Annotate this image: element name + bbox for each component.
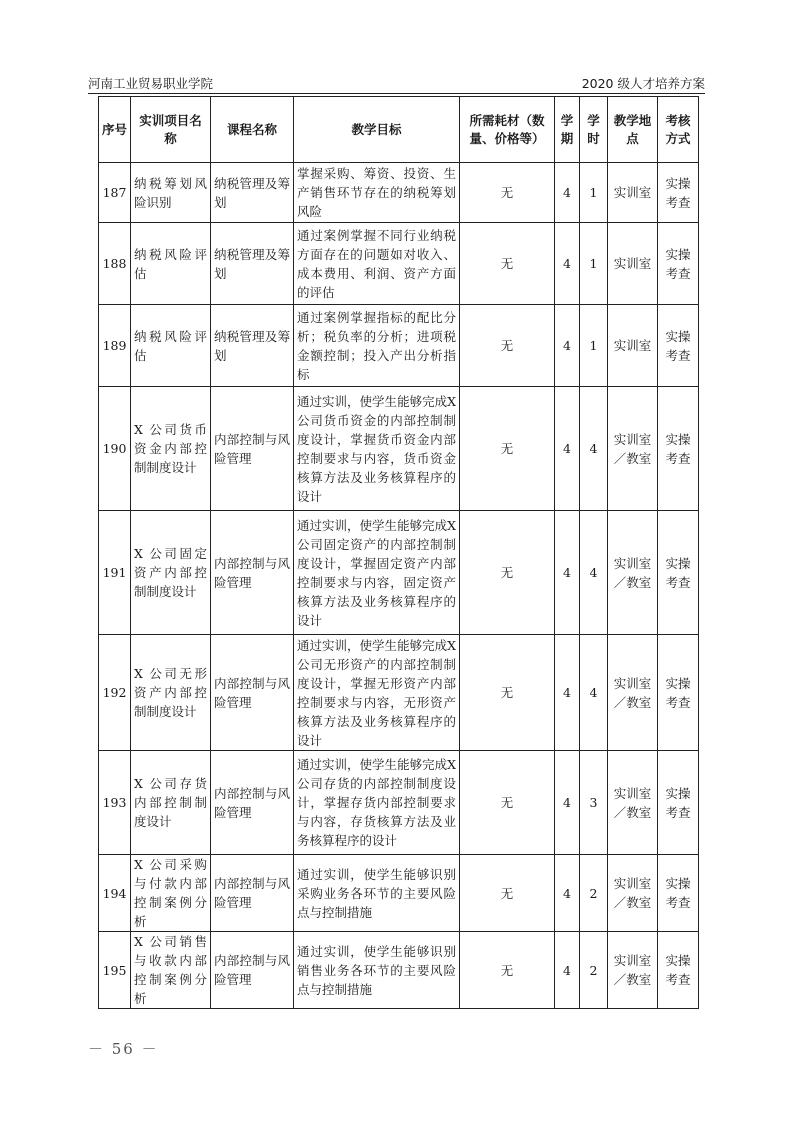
cell-place: 实训室 [608,163,658,223]
cell-material: 无 [460,932,555,1009]
cell-place: 实训室／教室 [608,511,658,635]
table-row [99,163,699,223]
cell-course: 内部控制与风险管理 [211,932,294,1009]
cell-project: X 公司货币资金内部控制制度设计 [131,387,211,511]
cell-hours: 3 [580,751,608,855]
cell-hours: 2 [580,855,608,932]
cell-exam: 实操考查 [658,751,699,855]
cell-term: 4 [555,163,580,223]
cell-goal: 通过实训，使学生能够完成X公司货币资金的内部控制制度设计，掌握货币资金内部控制要求与内容，货币资金核算方法及业务核算程序的设计 [294,387,460,511]
cell-exam: 实操考查 [658,305,699,387]
cell-exam: 实操考查 [658,387,699,511]
cell-no: 189 [99,305,131,387]
table-row [99,223,699,305]
header-rule [88,93,705,94]
cell-exam: 实操考查 [658,163,699,223]
cell-place: 实训室／教室 [608,855,658,932]
cell-place: 实训室／教室 [608,932,658,1009]
cell-goal: 通过实训，使学生能够完成X公司固定资产的内部控制制度设计，掌握固定资产内部控制要求与内容，固定资产核算方法及业务核算程序的设计 [294,511,460,635]
cell-material: 无 [460,305,555,387]
cell-no: 193 [99,751,131,855]
cell-hours: 4 [580,387,608,511]
col-header-no: 序号 [99,97,131,163]
cell-term: 4 [555,855,580,932]
cell-goal: 通过案例掌握不同行业纳税方面存在的问题如对收入、成本费用、利润、资产方面的评估 [294,223,460,305]
cell-place: 实训室 [608,223,658,305]
cell-course: 内部控制与风险管理 [211,511,294,635]
cell-project: 纳税风险评估 [131,223,211,305]
cell-goal: 通过实训，使学生能够完成X公司存货的内部控制制度设计，掌握存货内部控制要求与内容，存货核算方法及业务核算程序的设计 [294,751,460,855]
cell-hours: 1 [580,305,608,387]
cell-term: 4 [555,223,580,305]
cell-course: 内部控制与风险管理 [211,855,294,932]
table-header-row [99,97,699,163]
header-right: 2020 级人才培养方案 [581,76,705,91]
cell-course: 内部控制与风险管理 [211,387,294,511]
cell-course: 纳税管理及筹划 [211,223,294,305]
table-row [99,932,699,1009]
cell-hours: 1 [580,223,608,305]
cell-material: 无 [460,751,555,855]
col-header-term: 学期 [555,97,580,163]
table-row [99,751,699,855]
cell-material: 无 [460,163,555,223]
cell-course: 纳税管理及筹划 [211,305,294,387]
table-row [99,635,699,751]
header-left: 河南工业贸易职业学院 [88,76,214,91]
cell-term: 4 [555,305,580,387]
col-header-goal: 教学目标 [294,97,460,163]
cell-material: 无 [460,511,555,635]
col-header-place: 教学地点 [608,97,658,163]
cell-place: 实训室 [608,305,658,387]
cell-project: X 公司销售与收款内部控制案例分析 [131,932,211,1009]
cell-goal: 通过实训，使学生能够识别采购业务各环节的主要风险点与控制措施 [294,855,460,932]
cell-place: 实训室／教室 [608,751,658,855]
cell-term: 4 [555,387,580,511]
col-header-material: 所需耗材（数量、价格等） [460,97,555,163]
cell-project: X 公司存货内部控制制度设计 [131,751,211,855]
cell-term: 4 [555,635,580,751]
cell-goal: 掌握采购、筹资、投资、生产销售环节存在的纳税筹划风险 [294,163,460,223]
cell-no: 191 [99,511,131,635]
cell-no: 188 [99,223,131,305]
cell-exam: 实操考查 [658,635,699,751]
cell-course: 内部控制与风险管理 [211,751,294,855]
table-row [99,855,699,932]
cell-no: 195 [99,932,131,1009]
cell-goal: 通过实训，使学生能够识别销售业务各环节的主要风险点与控制措施 [294,932,460,1009]
cell-course: 纳税管理及筹划 [211,163,294,223]
cell-term: 4 [555,932,580,1009]
cell-exam: 实操考查 [658,223,699,305]
page-number: － 56 － [88,1040,159,1058]
cell-goal: 通过案例掌握指标的配比分析；税负率的分析；进项税金额控制；投入产出分析指标 [294,305,460,387]
table-row [99,305,699,387]
col-header-hours: 学时 [580,97,608,163]
cell-course: 内部控制与风险管理 [211,635,294,751]
cell-project: 纳税风险评估 [131,305,211,387]
col-header-project: 实训项目名称 [131,97,211,163]
cell-project: X 公司采购与付款内部控制案例分析 [131,855,211,932]
cell-no: 190 [99,387,131,511]
table-row [99,387,699,511]
cell-material: 无 [460,855,555,932]
col-header-course: 课程名称 [211,97,294,163]
cell-project: 纳税筹划风险识别 [131,163,211,223]
cell-exam: 实操考查 [658,932,699,1009]
cell-hours: 2 [580,932,608,1009]
cell-hours: 4 [580,635,608,751]
cell-hours: 4 [580,511,608,635]
cell-material: 无 [460,635,555,751]
cell-no: 192 [99,635,131,751]
cell-material: 无 [460,223,555,305]
col-header-exam: 考核方式 [658,97,699,163]
training-table [98,96,699,1009]
cell-place: 实训室／教室 [608,635,658,751]
cell-exam: 实操考查 [658,855,699,932]
cell-no: 187 [99,163,131,223]
cell-project: X 公司固定资产内部控制制度设计 [131,511,211,635]
cell-project: X 公司无形资产内部控制制度设计 [131,635,211,751]
cell-term: 4 [555,751,580,855]
cell-no: 194 [99,855,131,932]
cell-place: 实训室／教室 [608,387,658,511]
cell-goal: 通过实训，使学生能够完成X公司无形资产的内部控制制度设计，掌握无形资产内部控制要求与内容，无形资产核算方法及业务核算程序的设计 [294,635,460,751]
cell-exam: 实操考查 [658,511,699,635]
cell-term: 4 [555,511,580,635]
cell-hours: 1 [580,163,608,223]
table-row [99,511,699,635]
cell-material: 无 [460,387,555,511]
